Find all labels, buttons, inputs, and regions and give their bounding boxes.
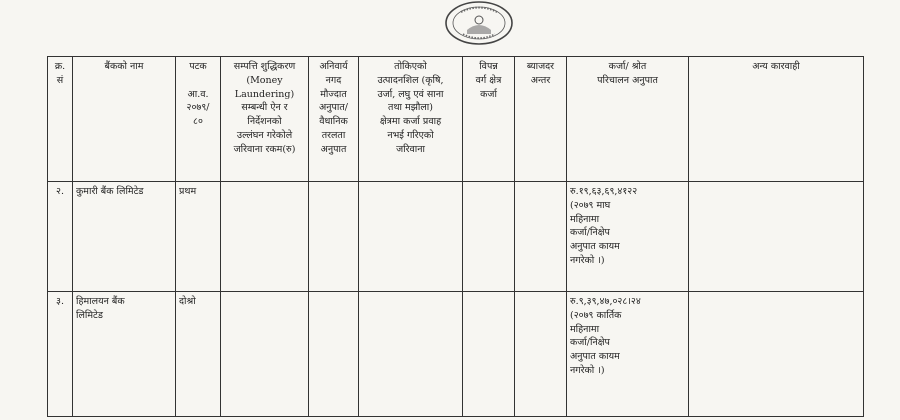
cell-times: प्रथम xyxy=(176,182,221,292)
cell-aml xyxy=(221,182,309,292)
table-row xyxy=(48,292,864,417)
header-interest-spread: ब्याजदर अन्तर xyxy=(515,57,567,182)
cell-deprived xyxy=(463,182,515,292)
cell-sn: २. xyxy=(48,182,73,292)
penalty-table xyxy=(47,56,864,417)
header-sn: क्र. सं xyxy=(48,57,73,182)
table-row xyxy=(48,182,864,292)
cell-productive xyxy=(359,292,463,417)
cell-deprived xyxy=(463,292,515,417)
cell-cd-ratio: रु.१९,६३,६९,४१२२ (२०७९ माघ महिनामा कर्जा/निक्षेप अनुपात कायम नगरेको ।) xyxy=(567,182,689,292)
header-productive-sector: तोकिएको उत्पादनशिल (कृषि, उर्जा, लघु एवं साना तथा मझौला) क्षेत्रमा कर्जा प्रवाह नभई गरिएको जरिवाना xyxy=(359,57,463,182)
cell-sn: ३. xyxy=(48,292,73,417)
cell-spread xyxy=(515,292,567,417)
cell-other xyxy=(689,292,864,417)
cell-cd-ratio: रु.९,३९,४७,०२८।२४ (२०७९ कार्तिक महिनामा कर्जा/निक्षेप अनुपात कायम नगरेको ।) xyxy=(567,292,689,417)
header-deprived-sector: विपन्न वर्ग क्षेत्र कर्जा xyxy=(463,57,515,182)
header-aml-penalty: सम्पत्ति शुद्धिकरण (Money Laundering) सम्बन्धी ऐन र निर्देशनको उल्लंघन गरेकोले जरिवाना रकम(रु) xyxy=(221,57,309,182)
cell-productive xyxy=(359,182,463,292)
cell-crr xyxy=(309,292,359,417)
header-cd-ratio: कर्जा/ श्रोत परिचालन अनुपात xyxy=(567,57,689,182)
header-times: पटक आ.व. २०७९/ ८० xyxy=(176,57,221,182)
cell-crr xyxy=(309,182,359,292)
cell-bank-name: कुमारी बैंक लिमिटेड xyxy=(73,182,176,292)
cell-times: दोश्रो xyxy=(176,292,221,417)
bank-seal-logo xyxy=(443,0,515,46)
cell-spread xyxy=(515,182,567,292)
cell-aml xyxy=(221,292,309,417)
cell-other xyxy=(689,182,864,292)
table-header-row xyxy=(48,57,864,182)
header-crr-slr: अनिवार्य नगद मौज्दात अनुपात/ वैधानिक तरलता अनुपात xyxy=(309,57,359,182)
header-other-action: अन्य कारवाही xyxy=(689,57,864,182)
header-bank-name: बैंकको नाम xyxy=(73,57,176,182)
cell-bank-name: हिमालयन बैंक लिमिटेड xyxy=(73,292,176,417)
